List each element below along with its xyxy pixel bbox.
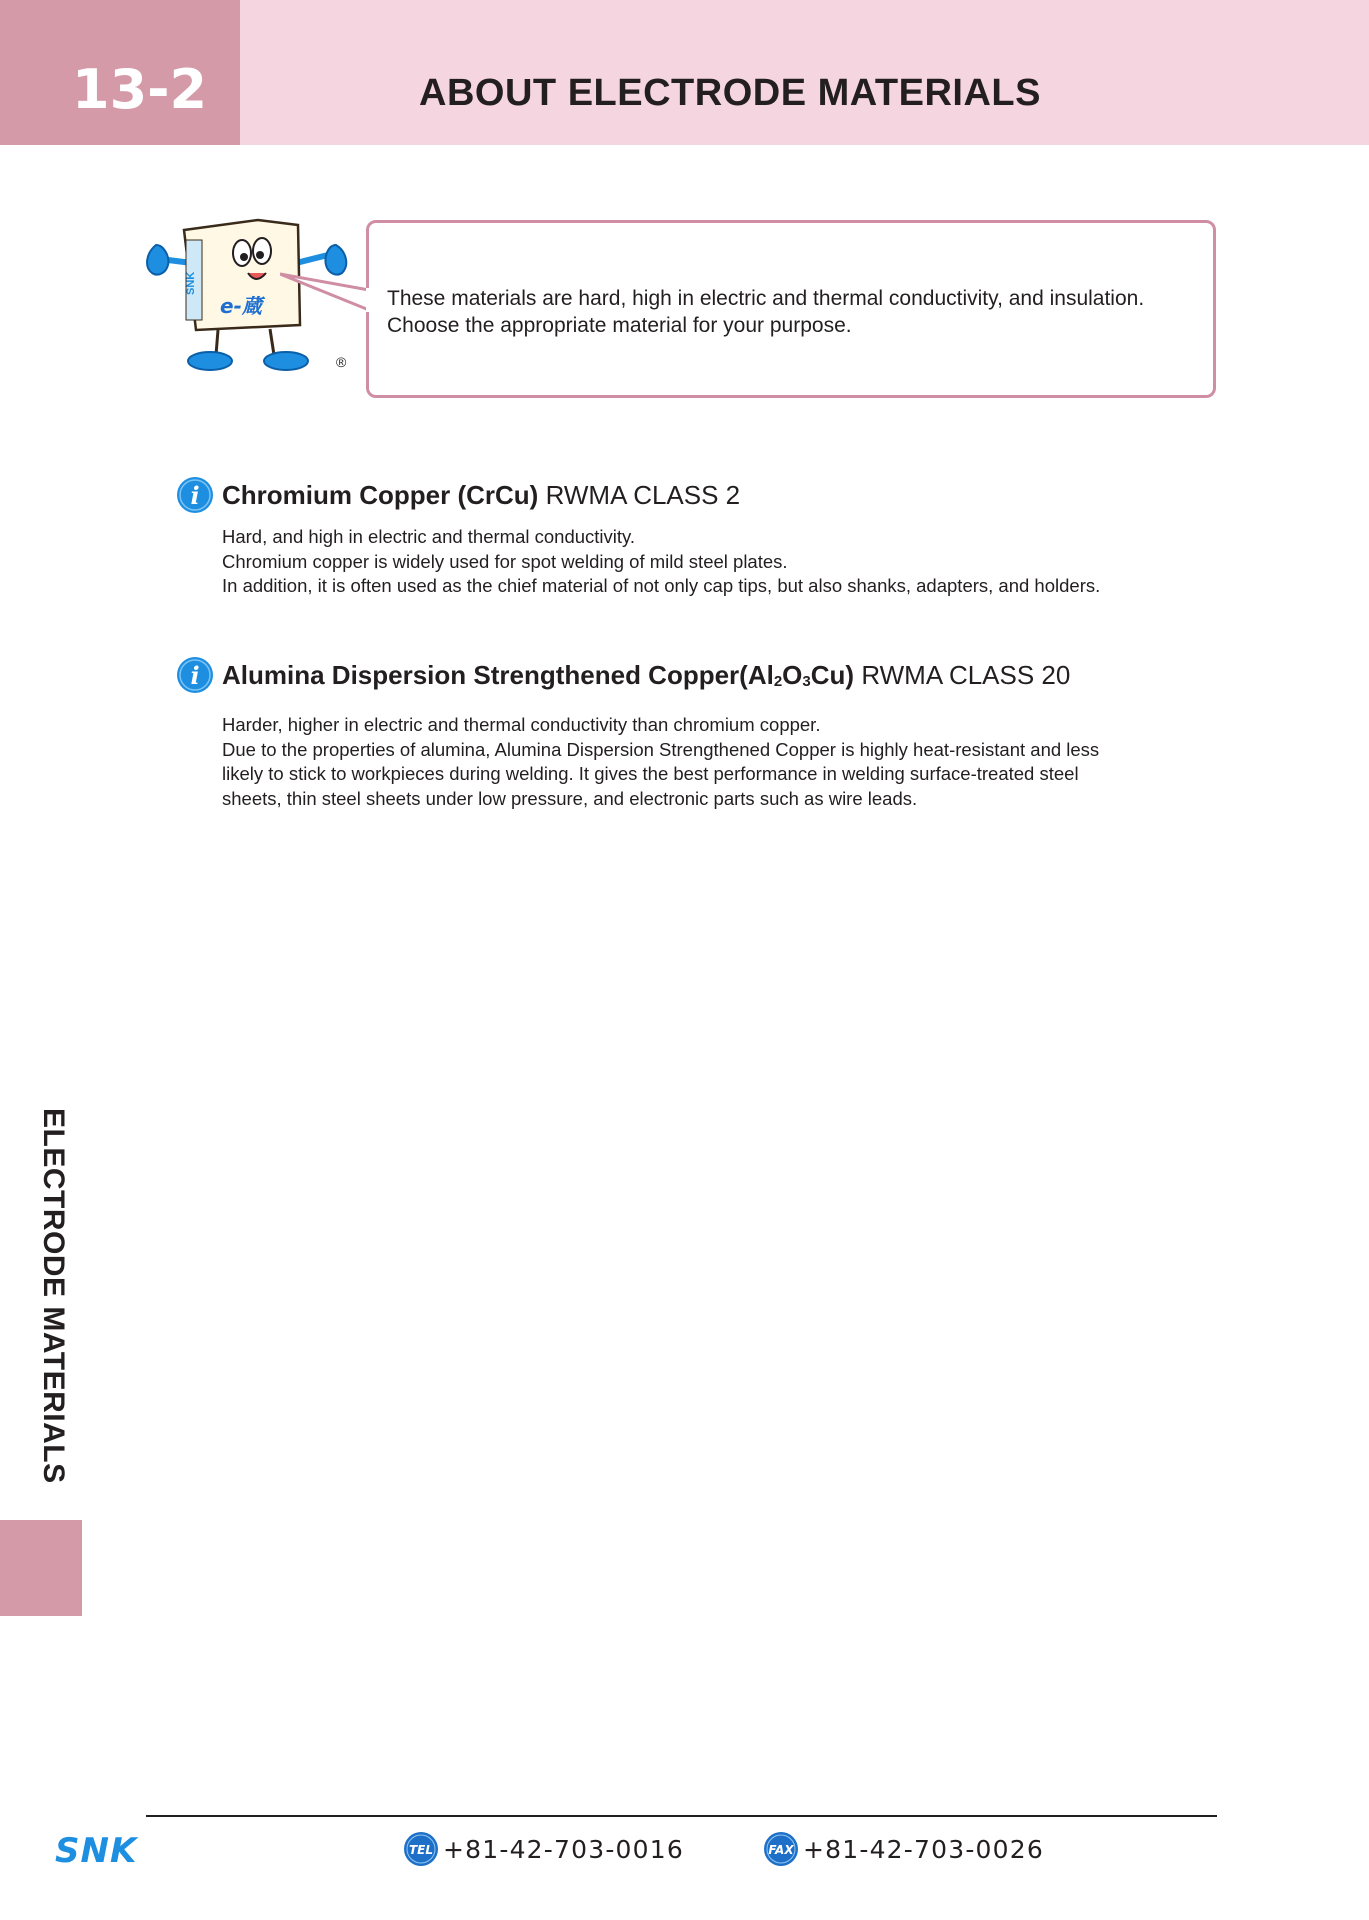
section-title <box>222 480 740 511</box>
bubble-tail <box>280 270 372 330</box>
footer-rule <box>146 1815 1217 1817</box>
material-name: Chromium Copper (CrCu) <box>222 480 539 510</box>
body-line: Harder, higher in electric and thermal conductivity than chromium copper. <box>222 714 821 735</box>
section-title <box>222 660 1070 691</box>
section-body <box>222 525 1202 599</box>
material-name: Alumina Dispersion Strengthened $Copper(Al_2O_3Cu)$ <box>222 660 855 690</box>
fax-badge-icon <box>763 1831 799 1867</box>
footer-fax <box>763 1831 1044 1867</box>
body-line: likely to stick to workpieces during welding. It gives the best performance in welding surface-treated steel <box>222 763 1079 784</box>
svg-text:TEL: TEL <box>408 1843 434 1857</box>
svg-text:i: i <box>190 481 200 510</box>
side-tab-label: ELECTRODE MATERIALS <box>37 1108 70 1484</box>
section-body <box>222 713 1202 811</box>
tel-number: +81-42-703-0016 <box>443 1834 684 1864</box>
body-line: sheets, thin steel sheets under low pressure, and electronic parts such as wire leads. <box>222 787 918 809</box>
mascot-brand-text: e-蔵 <box>220 294 262 318</box>
intro-line: These materials are hard, high in electric and thermal conductivity, and insulation. <box>387 287 1145 310</box>
material-section-al2o3cu <box>176 656 1226 826</box>
side-tab-block <box>0 1520 82 1616</box>
snk-logo <box>55 1832 159 1866</box>
mascot-logo-text: SNK <box>185 271 197 295</box>
svg-text:i: i <box>190 661 200 690</box>
body-line: Hard, and high in electric and thermal conductivity. <box>222 526 636 547</box>
svg-text:FAX: FAX <box>768 1843 794 1857</box>
rwma-class: RWMA CLASS 20 <box>861 660 1071 690</box>
info-circle-icon <box>176 656 214 694</box>
material-section-crcu <box>176 476 1226 606</box>
intro-text <box>387 285 1144 339</box>
info-circle-icon <box>176 476 214 514</box>
body-line: Due to the properties of alumina, Alumina Dispersion Strengthened Copper is highly heat-resistant and less <box>222 738 1100 760</box>
footer-tel <box>403 1831 684 1867</box>
section-number: 13-2 <box>0 0 240 145</box>
fax-number: +81-42-703-0026 <box>803 1834 1044 1864</box>
registered-mark: ® <box>336 354 347 370</box>
tel-badge-icon <box>403 1831 439 1867</box>
svg-text:SNK: SNK <box>55 1832 138 1866</box>
page-title: ABOUT ELECTRODE MATERIALS <box>419 72 1041 114</box>
intro-line: Choose the appropriate material for your purpose. <box>387 314 852 337</box>
rwma-class: RWMA CLASS 2 <box>545 480 741 510</box>
intro-bubble <box>366 220 1216 398</box>
body-line: In addition, it is often used as the chief material of not only cap tips, but also shanks, adapters, and holders. <box>222 575 1101 596</box>
body-line: Chromium copper is widely used for spot welding of mild steel plates. <box>222 550 788 572</box>
